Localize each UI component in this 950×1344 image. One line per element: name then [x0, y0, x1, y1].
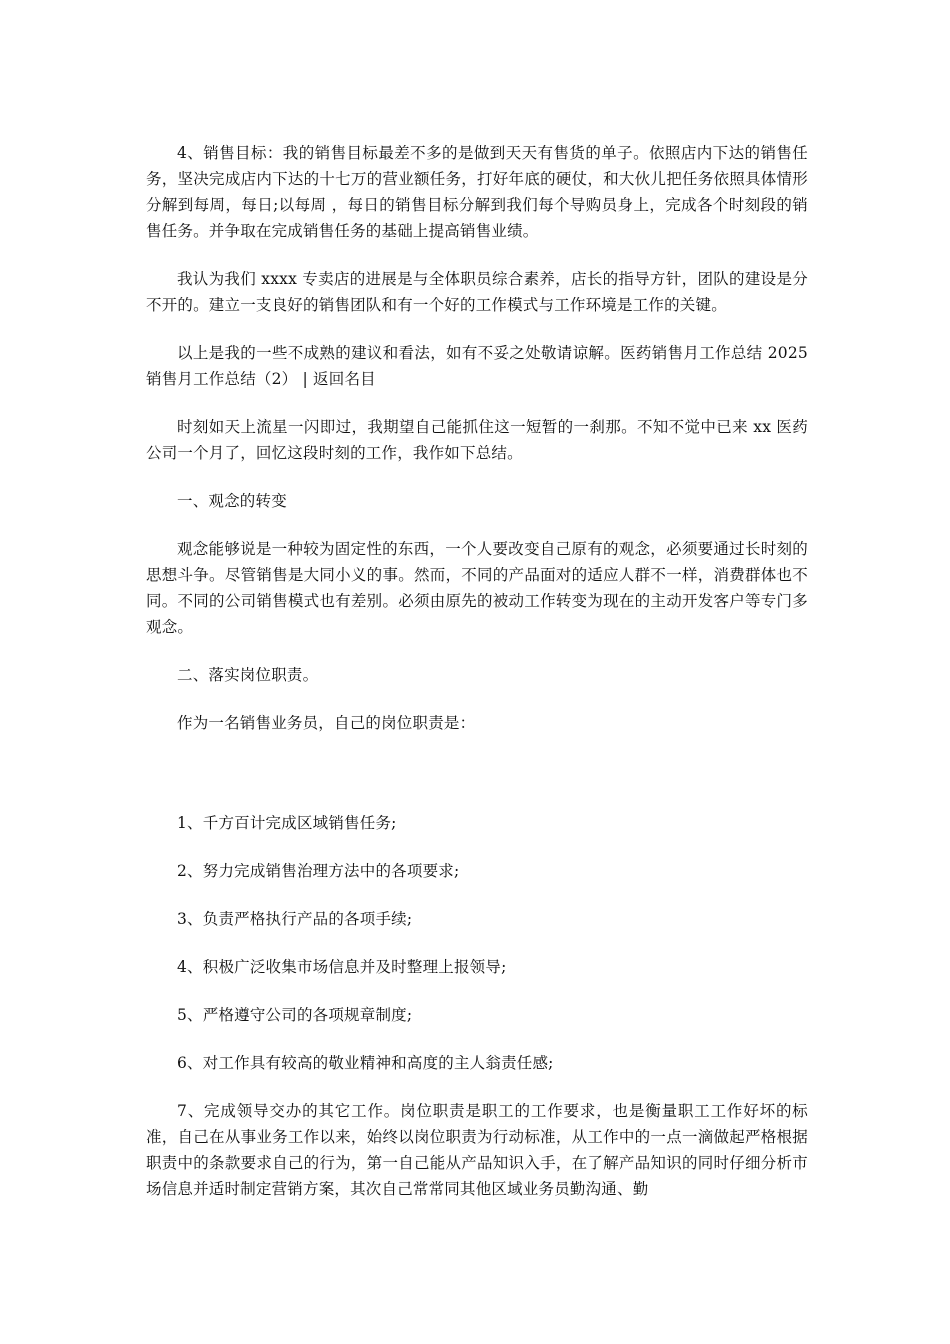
paragraph-intro: 时刻如天上流星一闪即过，我期望自己能抓住这一短暂的一刹那。不知不觉中已来 xx 医药公司一个月了，回忆这段时刻的工作，我作如下总结。 [146, 418, 808, 462]
heading-concept-change: 一、观念的转变 [177, 492, 287, 510]
heading-job-duties: 二、落实岗位职责。 [177, 666, 319, 684]
paragraph-sales-target: 4、销售目标：我的销售目标最差不多的是做到天天有售货的单子。依照店内下达的销售任务，坚决完成店内下达的十七万的营业额任务，打好年底的硬仗，和大伙儿把任务依照具体情形分解到每周，每日;以每周 ，每日的销售目标分解到我们每个导购员身上，完成各个时刻段的销售任务。并争取在完成销售任务的基础上提高销售业绩。 [146, 144, 808, 240]
paragraph-conclusion-link: 以上是我的一些不成熟的建议和看法，如有不妥之处敬请谅解。医药销售月工作总结 2025 销售月工作总结（2） | 返回名目 [146, 344, 808, 388]
list-item-duty-3: 3、负责严格执行产品的各项手续; [177, 910, 413, 928]
list-item-duty-5: 5、严格遵守公司的各项规章制度; [177, 1006, 413, 1024]
document-page [146, 140, 808, 1202]
paragraph-store-development: 我认为我们 xxxx 专卖店的进展是与全体职员综合素养，店长的指导方针，团队的建设是分不开的。建立一支良好的销售团队和有一个好的工作模式与工作环境是工作的关键。 [146, 270, 808, 314]
paragraph-concept: 观念能够说是一种较为固定性的东西，一个人要改变自己原有的观念，必须要通过长时刻的思想斗争。尽管销售是大同小义的事。然而，不同的产品面对的适应人群不一样，消费群体也不同。不同的公司销售模式也有差别。必须由原先的被动工作转变为现在的主动开发客户等专门多观念。 [146, 540, 808, 636]
list-item-duty-2: 2、努力完成销售治理方法中的各项要求; [177, 862, 460, 880]
list-item-duty-1: 1、千方百计完成区域销售任务; [177, 814, 397, 832]
list-item-duty-6: 6、对工作具有较高的敬业精神和高度的主人翁责任感; [177, 1054, 554, 1072]
list-item-duty-4: 4、积极广泛收集市场信息并及时整理上报领导; [177, 958, 507, 976]
paragraph-duties-intro: 作为一名销售业务员，自己的岗位职责是： [177, 714, 476, 732]
list-item-duty-7: 7、完成领导交办的其它工作。岗位职责是职工的工作要求，也是衡量职工工作好坏的标准，自己在从事业务工作以来，始终以岗位职责为行动标准，从工作中的一点一滴做起严格根据职责中的条款要求自己的行为，第一自己能从产品知识入手，在了解产品知识的同时仔细分析市场信息并适时制定营销方案，其次自己常常同其他区域业务员勤沟通、勤 [146, 1102, 808, 1198]
